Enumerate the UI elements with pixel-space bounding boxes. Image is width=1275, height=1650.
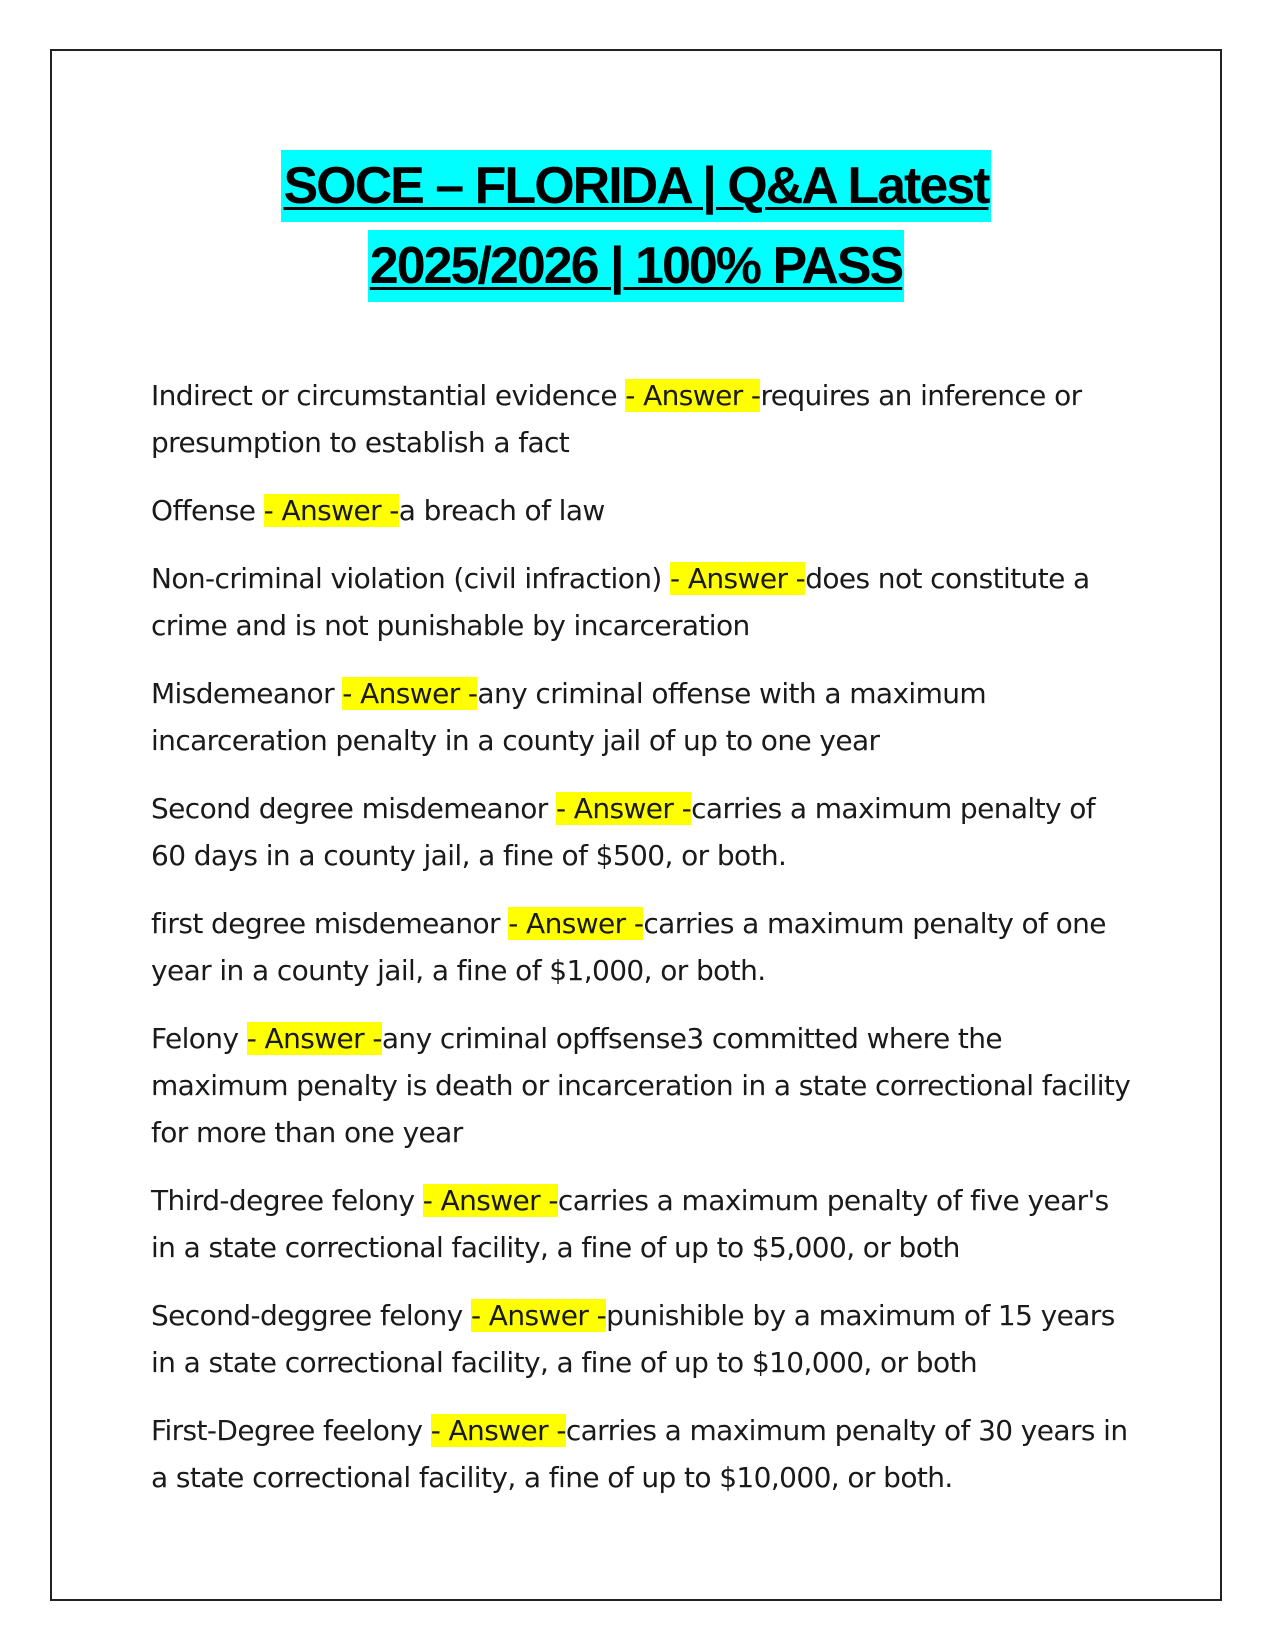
qa-definition: carries a maximum penalty of 30 years in a state correctional facility, a fine of up to $10,000, or both. — [151, 1414, 1128, 1494]
qa-definition: carries a maximum penalty of 60 days in a county jail, a fine of $500, or both. — [151, 792, 1096, 872]
title-line-1: SOCE – FLORIDA | Q&A Latest — [281, 150, 990, 222]
qa-term: Second degree misdemeanor — [151, 792, 556, 825]
qa-definition: does not constitute a crime and is not punishable by incarceration — [151, 562, 1090, 642]
answer-marker: - Answer - — [625, 379, 761, 412]
qa-item — [151, 1177, 1131, 1271]
answer-marker: - Answer - — [422, 1184, 558, 1217]
qa-item — [151, 487, 1131, 534]
qa-list — [151, 372, 1131, 1522]
qa-term: Third-degree felony — [151, 1184, 423, 1217]
answer-marker: - Answer - — [508, 907, 644, 940]
answer-marker: - Answer - — [670, 562, 806, 595]
qa-term: Second-deggree felony — [151, 1299, 471, 1332]
answer-marker: - Answer - — [555, 792, 692, 825]
qa-definition: punishible by a maximum of 15 years in a state correctional facility, a fine of up to $10,000, or both — [151, 1299, 1115, 1379]
answer-marker: - Answer - — [342, 677, 478, 710]
qa-item — [151, 1015, 1131, 1156]
qa-term: First-Degree feelony — [151, 1414, 431, 1447]
qa-item — [151, 1407, 1131, 1501]
qa-definition: a breach of law — [398, 494, 605, 527]
answer-marker: - Answer - — [430, 1414, 566, 1447]
qa-term: first degree misdemeanor — [151, 907, 509, 940]
qa-definition: requires an inference or presumption to establish a fact — [151, 379, 1082, 459]
qa-item — [151, 670, 1131, 764]
qa-item — [151, 372, 1131, 466]
answer-marker: - Answer - — [246, 1022, 382, 1055]
answer-marker: - Answer - — [263, 494, 399, 527]
answer-marker: - Answer - — [470, 1299, 607, 1332]
qa-definition: any criminal opffsense3 committed where the maximum penalty is death or incarceration in a state correctional facility for more than one year — [151, 1022, 1131, 1149]
qa-item — [151, 900, 1131, 994]
qa-definition: carries a maximum penalty of one year in a county jail, a fine of $1,000, or both. — [151, 907, 1106, 987]
qa-term: Offense — [151, 494, 264, 527]
qa-item — [151, 785, 1131, 879]
qa-term: Misdemeanor — [151, 677, 343, 710]
qa-item — [151, 1292, 1131, 1386]
qa-item — [151, 555, 1131, 649]
qa-definition: carries a maximum penalty of five year's in a state correctional facility, a fine of up to $5,000, or both — [151, 1184, 1109, 1264]
document-title — [52, 150, 1220, 302]
qa-definition: any criminal offense with a maximum incarceration penalty in a county jail of up to one year — [151, 677, 987, 757]
title-line-2: 2025/2026 | 100% PASS — [368, 230, 904, 302]
qa-term: Indirect or circumstantial evidence — [151, 379, 626, 412]
qa-term: Non-criminal violation (civil infraction) — [151, 562, 671, 595]
qa-term: Felony — [151, 1022, 247, 1055]
